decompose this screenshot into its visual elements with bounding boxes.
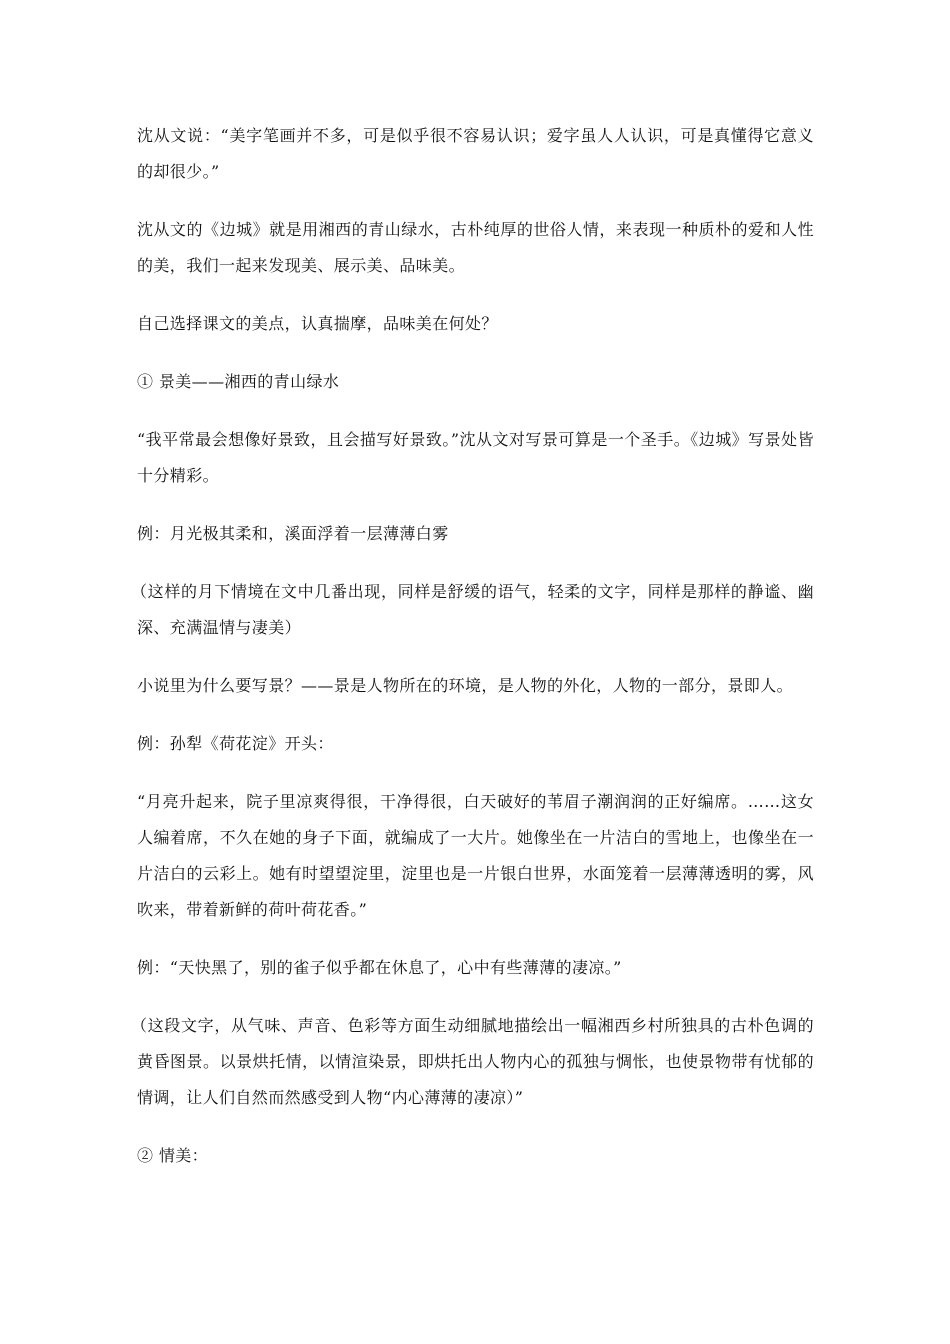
heading-scenery-beauty: ① 景美——湘西的青山绿水 xyxy=(137,372,340,391)
paragraph-why-scenery: 小说里为什么要写景？——景是人物所在的环境，是人物的外化，人物的一部分，景即人。 xyxy=(137,676,794,695)
paragraph-moonlight-note: （这样的月下情境在文中几番出现，同样是舒缓的语气，轻柔的文字，同样是那样的静谧、幽深、充满温情与凄美） xyxy=(131,582,814,637)
paragraph-shen-quote: 沈从文说：“美字笔画并不多，可是似乎很不容易认识；爱字虽人人认识，可是真懂得它意义的却很少。” xyxy=(137,126,814,181)
paragraph-hehuadian-quote: “月亮升起来，院子里凉爽得很，干净得很，白天破好的苇眉子潮润润的正好编席。……这女人编着席，不久在她的身子下面，就编成了一大片。她像坐在一片洁白的雪地上，也像坐在一片洁白的云彩上。她有时望望淀里，淀里也是一片银白世界，水面笼着一层薄薄透明的雾，风吹来，带着新鲜的荷叶荷花香。” xyxy=(137,792,814,919)
paragraph-scenery-quote: “我平常最会想像好景致，且会描写好景致。”沈从文对写景可算是一个圣手。《边城》写景处皆十分精彩。 xyxy=(137,430,814,485)
paragraph-dusk-example: 例：“天快黑了，别的雀子似乎都在休息了，心中有些薄薄的凄凉。” xyxy=(137,958,622,977)
paragraph-task-prompt: 自己选择课文的美点，认真揣摩，品味美在何处？ xyxy=(137,314,498,333)
paragraph-dusk-note: （这段文字，从气味、声音、色彩等方面生动细腻地描绘出一幅湘西乡村所独具的古朴色调的黄昏图景。以景烘托情，以情渲染景，即烘托出人物内心的孤独与惆怅，也使景物带有忧郁的情调，让人们自然而然感受到人物“内心薄薄的凄凉）” xyxy=(131,1016,814,1107)
document-body xyxy=(131,118,814,1196)
paragraph-hehuadian-example: 例：孙犁《荷花淀》开头： xyxy=(137,734,334,753)
heading-emotion-beauty: ② 情美： xyxy=(137,1146,209,1165)
paragraph-biancheng-intro: 沈从文的《边城》就是用湘西的青山绿水，古朴纯厚的世俗人情，来表现一种质朴的爱和人性的美，我们一起来发现美、展示美、品味美。 xyxy=(137,220,814,275)
paragraph-moonlight-example: 例：月光极其柔和，溪面浮着一层薄薄白雾 xyxy=(137,524,449,543)
